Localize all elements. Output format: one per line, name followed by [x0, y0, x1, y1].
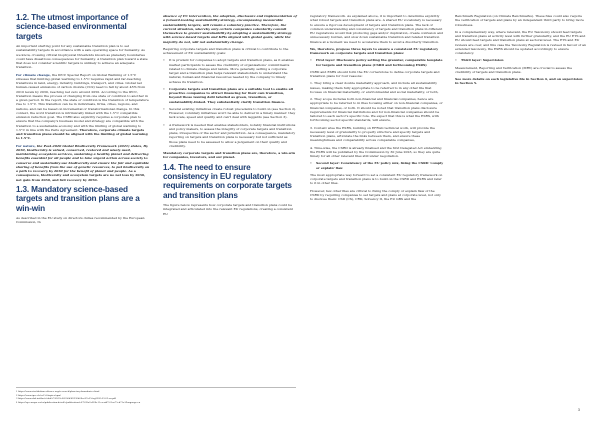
bullet-item: • Corporate targets and transition plans are a suitable tool to enable all proactive companies to attract financing for their own transition, beyond those issuing debt labelled as green, transition, or sustainability-linked. They substantially clarify transition finance. [163, 86, 293, 104]
bullet-item: • A framework is needed that enables stakeholders, notably financial institutions and policy makers, to assess the integrity of corporate targets and transition plans, irrespective of the sector and jurisdiction. As a consequence, mandatory reporting on targets and transition plans is necessary but not sufficient as those plans need to be assessed to allow a judgement on their quality and credibility. [163, 122, 296, 148]
column-4 [455, 14, 587, 89]
paragraph-nature: For nature, the Post-2020 Global Biodiversity Framework (2021) states, By 2030, biodiversity is valued, conserved, restored and wisely used, maintaining ecosystem services, sustaining a healthy planet and delivering benefits essential for all people and to take urgent action across society to conserve and sustainably use biodiversity and ensure the fair and equitable sharing of benefits from the use of genetic resources, to put biodiversity on a path to recovery by 2030 for the benefit of planet and people. As a consequence, biodiversity and ecosystem targets are no net loss by 2030, net gain from 2030, and full recovery by 2050. [16, 143, 150, 182]
bullet-item: • Several existing initiatives create robust precedents to build on (see Section 2). However, voluntary initiatives won't be able to deliver in a timely manner: they lack scale, speed and quality, and can't deal with laggards (see Section 3). [163, 106, 297, 120]
bullet-second-layer: • Second layer: Consistency of the EU policy mix, fixing the CSRD 'comply or explain' flaw [310, 161, 444, 170]
lead-climate: For climate change, [16, 72, 51, 77]
paragraph-climate: For climate change, the IPCC Special Report on Global Warming of 1.5°C stresses that limiting global warming to 1.5°C requires rapid and far-reaching transitions in land, energy, industry, buildings, transport, and cities. Global net human-caused emissions of carbon dioxide (CO2) need to fall by about 45% from 2010 levels by 2030, reaching net zero around 2050. According to the IPCC, transition means the process of changing from one state or condition to another in a given period. In the report, the state or condition is the transition of temperature rise to 1.5°C. This transition can be in individuals, firms, cities, regions, and nations, and can be based on incremental or transformational change. In this context, the word transition is intrinsically linked with the 1.5°C compatible emission reduction goal. The CSRD also explicitly requires a corporate plan to ensure that the company's business model and strategy are compatible with the transition to a sustainable economy and with the limiting of global warming to 1.5°C in line with the Paris Agreement. Therefore, corporate climate targets and transition plans should be aligned with the limiting of global warming to 1.5°C. [16, 72, 149, 141]
paragraph: regulatory framework. As explained above, it is important to determine explicitly what robust targets and transition plans are. A shared EU vocabulary is necessary to ensure a rigorous development of targets and transition plans. The lack of common understanding and consistency of targets and transition plans in different EU regulations would risk producing gaps and/or duplication, create confusion and unnecessary burden, and slow down sustainable transition and related transition finance at a moment we need to accelerate them to avoid a disorderly transition. [310, 14, 443, 44]
numbered-item: 1. They bring a clear double materiality approach, and include all sustainability issues, making them fully appropriate to be referred to in any other file that focuses on financial materiality, or environmental and social materiality, or both, [310, 81, 439, 94]
paragraph-see-more: See more details on each legislative file in Section 4, and on supervision in Section 5. [455, 77, 583, 86]
heading-1-4: 1.4. The need to ensure consistency in EU regulatory requirements on corporate targets and transition plans [163, 162, 292, 200]
footnote[interactable]: 1 https://www.stockholmresilience.org/research/planetary-boundaries.html [16, 390, 100, 393]
footnotes [16, 387, 296, 404]
bullet-item: • It is prudent for companies to adopt targets and transition plans, as it enables market participants to assess the credibility of organisations' commitments related to climate change and nature. More generally, setting a corporate target and a transition plan helps relevant stakeholders to understand the natural, human and financial resources needed by the company to timely achieve its transition. [163, 58, 294, 84]
numbered-item: 2. They scope includes both non-financial and financial companies, hence are appropriate to be referred to in files focusing either on non-financial companies, or financial companies, or both. It should be noted that transition plans disclosure requirements for financial institutions and for non-financial companies should be tailored to each sector's specific role. We expect that this is what the ESRS, with forthcoming sector-specific standards, will ensure, [310, 97, 443, 123]
paragraph-quote: absence of EU intervention, the adoption, disclosure and implementation of a forward-looking sustainability strategy, encompassing measurable sustainability targets, will remain a voluntary practice. Therefore, the current situation, whereby only certain companies voluntarily commit themselves to greater sustainability by adopting a sustainability strategy with science-based targets and KPIs aligned with global goals, while the majority do not, will not substantially change. [163, 14, 297, 44]
paragraph: The most appropriate way forward to set a consistent EU regulatory framework on corporate targets and transition plans is to build on the CSRD and ESRS and refer to it in other files. [310, 172, 443, 186]
page-number: 3 [577, 407, 580, 412]
numbered-item: 4. Time-wise, the CSRD is already finalised and the first Delegated Act embedding the ESRS will be published by the Commission by 30 June 2023, so they are quite timely for all other relevant files still under negotiation. [310, 145, 442, 158]
heading-1-3: 1.3. Mandatory science-based targets and transition plans are a win-win [16, 184, 140, 213]
paragraph: Measurement, Reporting and Verification (MRV) are crucial to assess the credibility of targets and transition plans. [455, 65, 572, 74]
lead-nature: For nature, [16, 143, 36, 148]
paragraph: The figure below represents how corporate targets and transition plans could be integrated and articulated into the relevant EU regulations, creating a consistent EU [163, 203, 293, 216]
numbered-item: 3. Content wise the ESRS, building on EFRAG technical work, will provide the necessary level of granularity to properly structure and specify targets and transition plans, articulate the links between them, and ensure these meaningfulness and comparability across comparable companies, [310, 125, 435, 143]
paragraph: Benchmark Regulation (on Climate Benchmarks). These files could also require the verification of targets and plans by an independent third party to bring more robustness. [455, 14, 584, 27]
paragraph: An important starting point for any sustainable transition plan is to set sustainability targets in accordance with a safe operating space for humanity. As we know, crossing critical biophysical thresholds known as planetary boundaries could have disastrous consequences for humanity. A transition plan toward a state that does not consider scientific targets is unlikely to achieve an adequate transition. [16, 44, 148, 70]
paragraph-proposal: We, therefore, propose three layers to ensure a consistent EU regulatory framework on corporate targets and transition plans: [310, 46, 439, 55]
bullet-third-layer: • Third layer: Supervision [455, 58, 504, 63]
column-3 [310, 14, 444, 204]
footnote[interactable]: 2 https://www.ipcc.ch/sr15/chapter/spm/ [16, 393, 61, 397]
column-2 [163, 14, 297, 219]
paragraph: As described in the EU study on directors duties recommended by the European Commission, In [16, 216, 145, 225]
footnote[interactable]: 3 https://www.cbd.int/doc/c/abb5/591f/2e46096d3f0330b08ce87a45/wg2020-03-03-en.pdf [16, 397, 116, 401]
paragraph: In a complementary way, where relevant, the EU Taxonomy should feed targets and transition plans at activity level with further granularity, and the EU ETS and EU should feed targets and transition plans at sectoral level. The ETS and EU reviews are over, and this case the Taxonomy Regulation is revised in favour of an extended taxonomy, the ESRS should be updated accordingly to ensure consistency. [455, 29, 587, 55]
heading-1-2: 1.2. The utmost importance of science-based environmental targets [16, 13, 129, 41]
paragraph: Requiring corporate targets and transition plans is critical to contribute to the achievement of EU sustainability goals: [163, 46, 289, 55]
paragraph: CSRD and ESRS should form the EU cornerstone to define corporate targets and transition plans for four reasons: [310, 69, 440, 78]
paragraph-conclusion: Mandatory corporate targets and transition plans are, therefore, a win-win for companies, investors, and our planet. [163, 151, 295, 160]
column-1 [16, 13, 150, 228]
bullet-first-layer: • First layer: Disclosure policy setting the granular, comparable template for targets and transition plans (CSRD and forthcoming ESRS) [310, 58, 443, 67]
footnote[interactable]: 4 https://op.europa.eu/en/publication-detail/-/publication/e47928a2-d20b-11ea-adf7-01aa75ed71a1/language-en [16, 400, 141, 404]
paragraph: However, few other files are critical to fixing the comply or explain flaw of the CSRD by requiring companies to set targets and plans at corporate level, not only to disclose them: CSD (CS), CRD, Solvency II, the EU GBS and the [310, 188, 441, 201]
